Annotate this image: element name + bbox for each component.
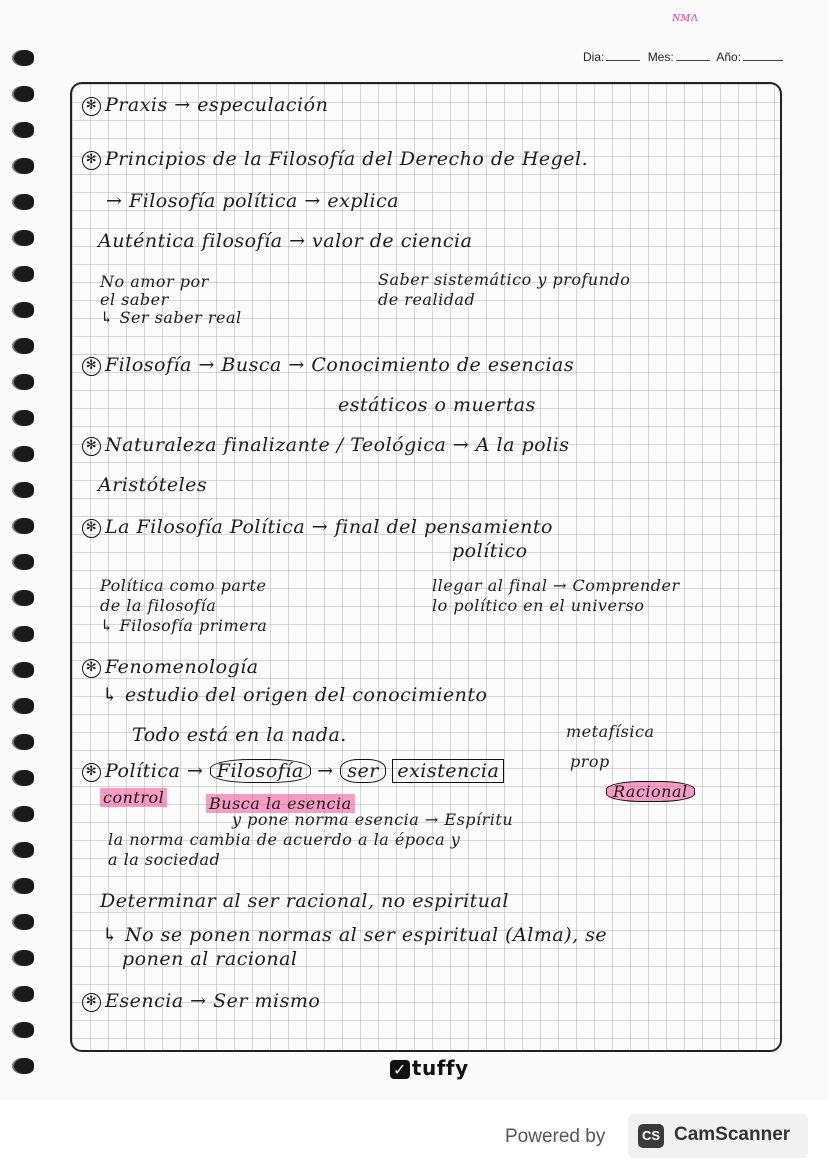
note-line: ↳ estudio del origen del conocimiento bbox=[102, 684, 488, 706]
spiral-hole bbox=[12, 302, 34, 318]
note-line: ✻ Praxis → especulación bbox=[82, 94, 328, 116]
asterisk-bullet-icon: ✻ bbox=[82, 97, 101, 116]
note-line: Política como parte bbox=[100, 576, 267, 595]
note-line: ↳ No se ponen normas al ser espiritual (Alma), se bbox=[102, 924, 608, 946]
note-line: ↳ Ser saber real bbox=[100, 308, 242, 327]
note-line: la norma cambia de acuerdo a la época y bbox=[108, 830, 461, 849]
spiral-hole bbox=[12, 842, 34, 858]
spiral-hole bbox=[12, 806, 34, 822]
spiral-hole bbox=[12, 1022, 34, 1038]
note-line bbox=[606, 782, 695, 801]
spiral-hole bbox=[12, 698, 34, 714]
spiral-hole bbox=[12, 266, 34, 282]
spiral-hole bbox=[12, 662, 34, 678]
spiral-hole bbox=[12, 1058, 34, 1074]
camscanner-name: CamScanner bbox=[674, 1124, 791, 1145]
note-line: ✻ Política → Filosofía → ser existencia bbox=[82, 760, 504, 782]
note-line: a la sociedad bbox=[108, 850, 221, 869]
camscanner-logo-icon: CS bbox=[638, 1124, 664, 1148]
mes-line bbox=[676, 50, 710, 61]
spiral-hole bbox=[12, 122, 34, 138]
note-line: → Filosofía política → explica bbox=[106, 190, 400, 212]
highlighted-word: Busca la esencia bbox=[206, 794, 355, 813]
note-line: de la filosofía bbox=[100, 596, 217, 615]
boxed-word: existencia bbox=[392, 759, 504, 783]
asterisk-bullet-icon: ✻ bbox=[82, 151, 101, 170]
spiral-binding bbox=[8, 40, 42, 1100]
corner-scribble: ɴᴍʌ bbox=[672, 10, 698, 25]
note-line: de realidad bbox=[378, 290, 476, 309]
note-line: llegar al final → Comprender bbox=[432, 576, 680, 595]
note-line: ✻ Naturaleza finalizante / Teológica → A la polis bbox=[82, 434, 570, 456]
note-line: ✻ Filosofía → Busca → Conocimiento de esencias bbox=[82, 354, 574, 376]
note-line: ✻ Fenomenología bbox=[82, 656, 259, 678]
spiral-hole bbox=[12, 590, 34, 606]
spiral-hole bbox=[12, 554, 34, 570]
date-fields bbox=[583, 50, 787, 64]
note-line: ponen al racional bbox=[122, 948, 298, 970]
spiral-hole bbox=[12, 446, 34, 462]
note-line: el saber bbox=[100, 290, 169, 309]
spiral-hole bbox=[12, 878, 34, 894]
spiral-hole bbox=[12, 770, 34, 786]
circled-word: ser bbox=[340, 759, 386, 783]
powered-by-text: Powered by bbox=[505, 1126, 606, 1147]
highlighted-word: Racional bbox=[606, 781, 695, 802]
spiral-hole bbox=[12, 410, 34, 426]
asterisk-bullet-icon: ✻ bbox=[82, 993, 101, 1012]
spiral-hole bbox=[12, 950, 34, 966]
spiral-hole bbox=[12, 626, 34, 642]
spiral-hole bbox=[12, 158, 34, 174]
note-line: Auténtica filosofía → valor de ciencia bbox=[98, 230, 473, 252]
spiral-hole bbox=[12, 50, 34, 66]
note-line: y pone norma esencia → Espíritu bbox=[232, 810, 514, 829]
dia-label: Dia: bbox=[583, 50, 605, 64]
note-line: político bbox=[452, 540, 528, 562]
note-line: ✻ Principios de la Filosofía del Derecho de Hegel. bbox=[82, 148, 588, 170]
asterisk-bullet-icon: ✻ bbox=[82, 763, 101, 782]
spiral-hole bbox=[12, 518, 34, 534]
asterisk-bullet-icon: ✻ bbox=[82, 357, 101, 376]
spiral-hole bbox=[12, 338, 34, 354]
note-line: ✻ Esencia → Ser mismo bbox=[82, 990, 320, 1012]
dia-line bbox=[606, 50, 640, 61]
spiral-hole bbox=[12, 482, 34, 498]
note-line: metafísica bbox=[566, 722, 655, 741]
camscanner-badge bbox=[628, 1114, 808, 1158]
asterisk-bullet-icon: ✻ bbox=[82, 437, 101, 456]
note-line: No amor por bbox=[100, 272, 209, 291]
asterisk-bullet-icon: ✻ bbox=[82, 659, 101, 678]
note-line: prop bbox=[570, 752, 610, 771]
note-line bbox=[100, 788, 167, 807]
ano-label: Año: bbox=[716, 50, 742, 64]
highlighted-word: control bbox=[100, 788, 167, 807]
ano-line bbox=[743, 50, 783, 61]
circled-word: Filosofía bbox=[210, 759, 311, 783]
spiral-hole bbox=[12, 194, 34, 210]
note-line: lo político en el universo bbox=[432, 596, 645, 615]
spiral-hole bbox=[12, 734, 34, 750]
note-line: Todo está en la nada. bbox=[132, 724, 347, 746]
note-line: Determinar al ser racional, no espiritual bbox=[100, 890, 509, 912]
spiral-hole bbox=[12, 986, 34, 1002]
mes-label: Mes: bbox=[647, 50, 674, 64]
note-line: ↳ Filosofía primera bbox=[100, 616, 268, 635]
note-line: estáticos o muertas bbox=[338, 394, 536, 416]
spiral-hole bbox=[12, 86, 34, 102]
note-line: Aristóteles bbox=[98, 474, 208, 496]
spiral-hole bbox=[12, 230, 34, 246]
check-mark-icon: ✓ bbox=[390, 1060, 410, 1079]
notebook-brand-logo: ✓ tuffy bbox=[390, 1056, 469, 1080]
asterisk-bullet-icon: ✻ bbox=[82, 519, 101, 538]
spiral-hole bbox=[12, 374, 34, 390]
note-line: ✻ La Filosofía Política → final del pensamiento bbox=[82, 516, 553, 538]
note-line: Saber sistemático y profundo bbox=[378, 270, 631, 289]
grid-notes-area bbox=[70, 82, 782, 1052]
spiral-hole bbox=[12, 914, 34, 930]
